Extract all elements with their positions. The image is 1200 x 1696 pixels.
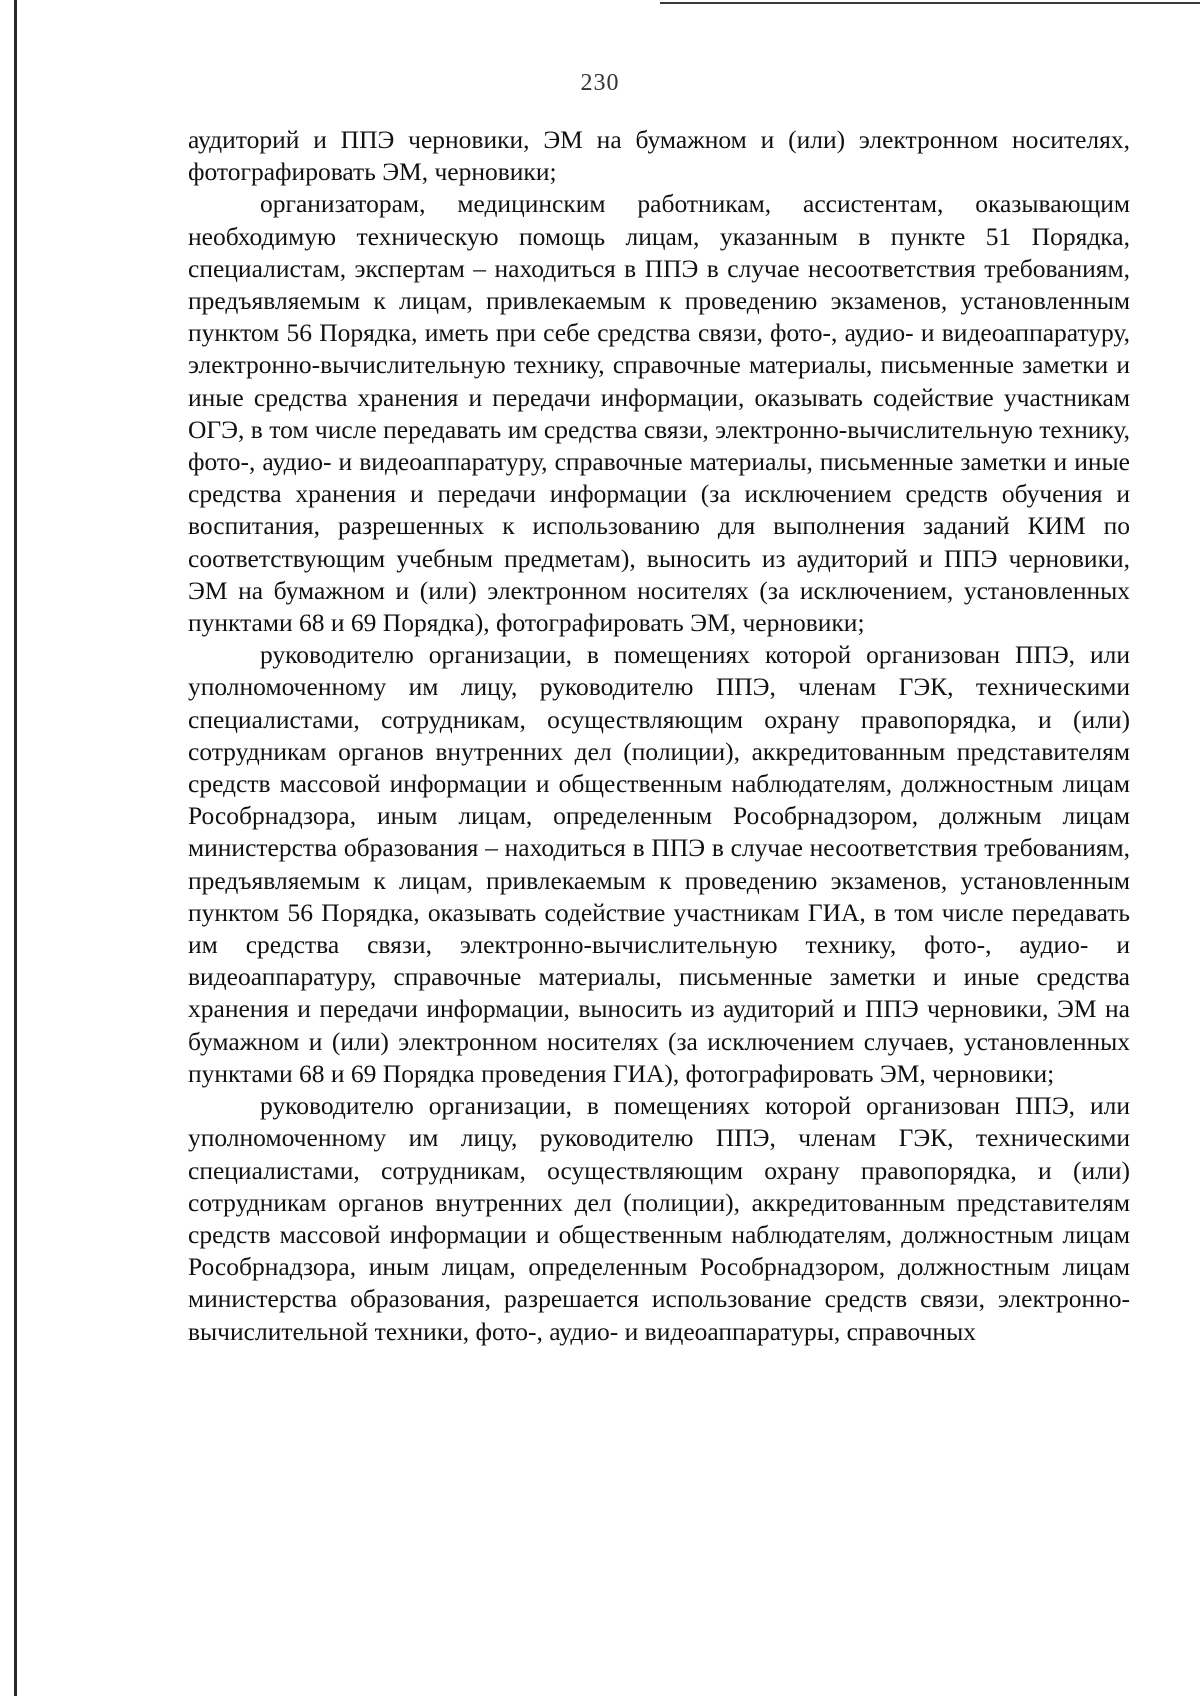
page-number: 230	[580, 70, 620, 96]
scan-left-edge	[14, 0, 17, 1696]
scan-top-edge	[660, 2, 1200, 4]
document-body	[188, 124, 1130, 1348]
paragraph-continuation: аудиторий и ППЭ черновики, ЭМ на бумажном и (или) электронном носителях, фотографировать ЭМ, черновики;	[188, 125, 1130, 187]
paragraph-organizers: организаторам, медицинским работникам, ассистентам, оказывающим необходимую техническую помощь лицам, указанным в пункте 51 Порядка, специалистам, экспертам – находиться в ППЭ в случае несоответствия требованиям, предъявляемым к лицам, привлекаемым к проведению экзаменов, установленным пунктом 56 Порядка, иметь при себе средства связи, фото-, аудио- и видеоаппаратуру, электронно-вычислительную технику, справочные материалы, письменные заметки и иные средства хранения и передачи информации, оказывать содействие участникам ОГЭ, в том числе передавать им средства связи, электронно-вычислительную технику, фото-, аудио- и видеоаппаратуру, справочные материалы, письменные заметки и иные средства хранения и передачи информации (за исключением средств обучения и воспитания, разрешенных к использованию для выполнения заданий КИМ по соответствующим учебным предметам), выносить из аудиторий и ППЭ черновики, ЭМ на бумажном и (или) электронном носителях (за исключением, установленных пунктами 68 и 69 Порядка), фотографировать ЭМ, черновики;	[188, 189, 1130, 638]
paragraph-heads-permitted: руководителю организации, в помещениях которой организован ППЭ, или уполномоченному им лицу, руководителю ППЭ, членам ГЭК, техническими специалистами, сотрудникам, осуществляющим охрану правопорядка, и (или) сотрудникам органов внутренних дел (полиции), аккредитованным представителям средств массовой информации и общественным наблюдателям, должностным лицам Рособрнадзора, иным лицам, определенным Рособрнадзором, должностным лицам министерства образования, разрешается использование средств связи, электронно-вычислительной техники, фото-, аудио- и видеоаппаратуры, справочных	[188, 1091, 1130, 1346]
paragraph-heads-prohibited: руководителю организации, в помещениях которой организован ППЭ, или уполномоченному им лицу, руководителю ППЭ, членам ГЭК, техническими специалистами, сотрудникам, осуществляющим охрану правопорядка, и (или) сотрудникам органов внутренних дел (полиции), аккредитованным представителям средств массовой информации и общественным наблюдателям, должностным лицам Рособрнадзора, иным лицам, определенным Рособрнадзором, должным лицам министерства образования – находиться в ППЭ в случае несоответствия требованиям, предъявляемым к лицам, привлекаемым к проведению экзаменов, установленным пунктом 56 Порядка, оказывать содействие участникам ГИА, в том числе передавать им средства связи, электронно-вычислительную технику, фото-, аудио- и видеоаппаратуру, справочные материалы, письменные заметки и иные средства хранения и передачи информации, выносить из аудиторий и ППЭ черновики, ЭМ на бумажном и (или) электронном носителях (за исключением случаев, установленных пунктами 68 и 69 Порядка проведения ГИА), фотографировать ЭМ, черновики;	[188, 640, 1130, 1088]
